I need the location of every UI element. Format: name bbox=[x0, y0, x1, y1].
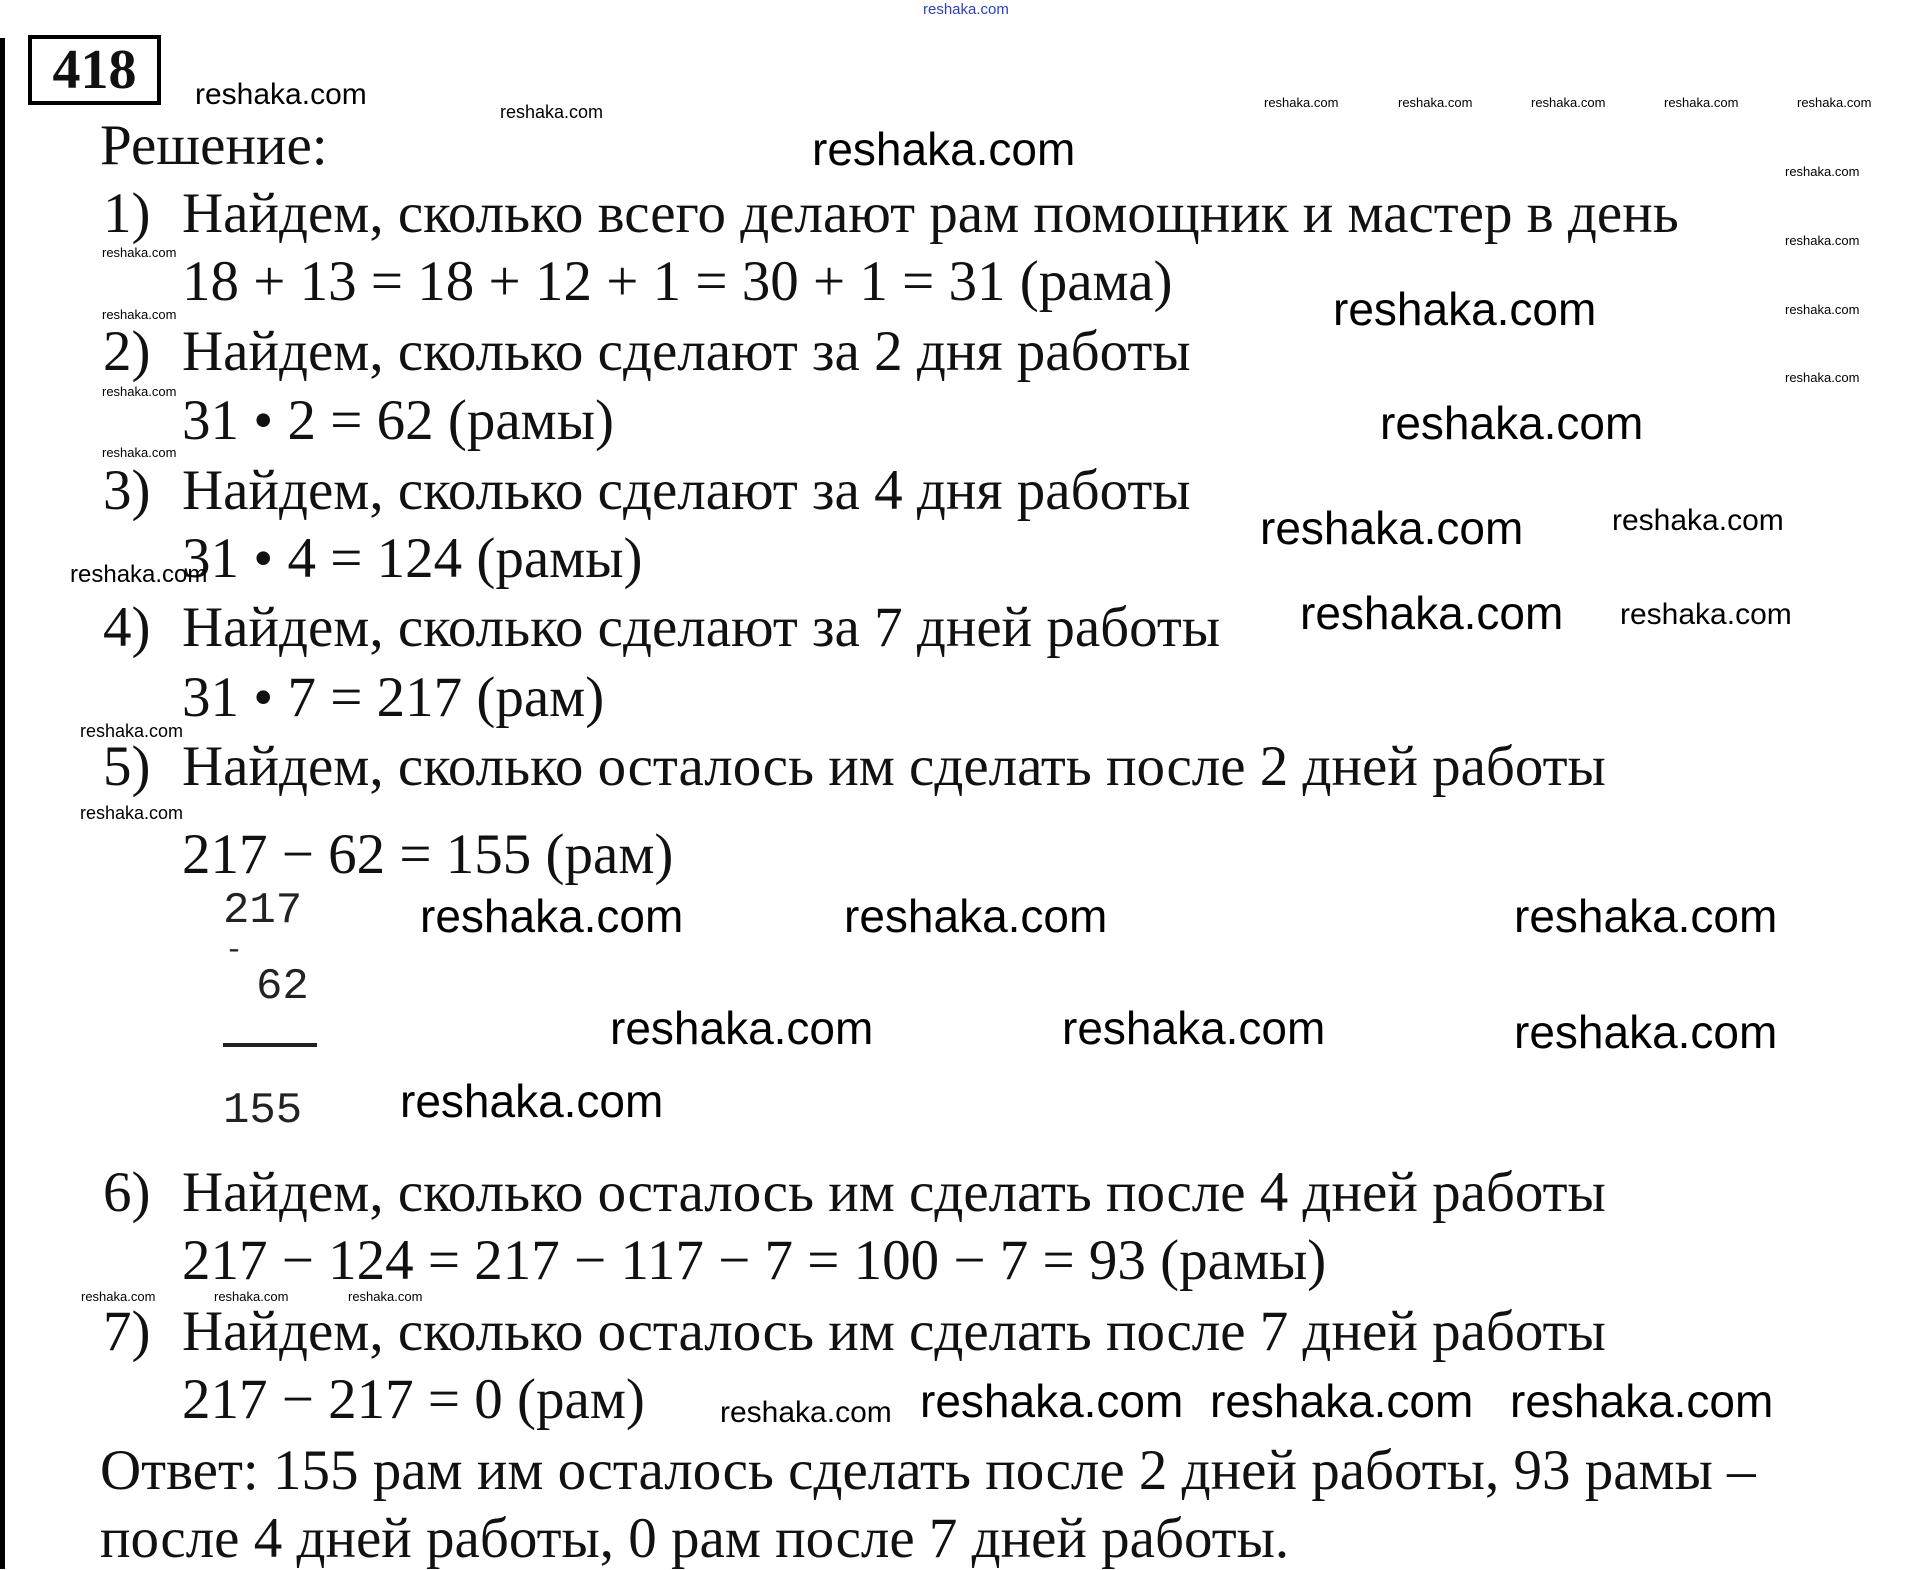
step-text: Найдем, сколько сделают за 7 дней работы bbox=[182, 596, 1221, 659]
step-number: 4) bbox=[103, 596, 151, 659]
column-subtrahend: 62 bbox=[256, 962, 309, 1012]
step-number: 1) bbox=[103, 182, 151, 245]
watermark: reshaka.com bbox=[81, 1289, 156, 1304]
answer-line-1: Ответ: 155 рам им осталось сделать после 2 дней работы, 93 рамы – bbox=[100, 1439, 1756, 1502]
column-minuend: 217 bbox=[223, 886, 303, 936]
watermark: reshaka.com bbox=[102, 245, 177, 260]
step-text: Найдем, сколько осталось им сделать после 2 дней работы bbox=[182, 735, 1606, 798]
step-text: Найдем, сколько осталось им сделать после 4 дней работы bbox=[182, 1161, 1606, 1224]
watermark: reshaka.com bbox=[1785, 164, 1860, 179]
watermark: reshaka.com bbox=[400, 1075, 664, 1127]
solution-heading: Решение: bbox=[100, 114, 328, 177]
watermark: reshaka.com bbox=[102, 445, 177, 460]
watermark: reshaka.com bbox=[720, 1396, 892, 1429]
step-calc: 18 + 13 = 18 + 12 + 1 = 30 + 1 = 31 (рама) bbox=[182, 250, 1173, 313]
watermark: reshaka.com bbox=[1785, 370, 1860, 385]
top-site-watermark: reshaka.com bbox=[923, 1, 1009, 18]
watermark: reshaka.com bbox=[1260, 502, 1524, 554]
watermark: reshaka.com bbox=[812, 123, 1076, 175]
watermark: reshaka.com bbox=[1785, 233, 1860, 248]
watermark: reshaka.com bbox=[1785, 302, 1860, 317]
step-calc: 31 • 4 = 124 (рамы) bbox=[182, 527, 643, 590]
watermark: reshaka.com bbox=[195, 78, 367, 111]
watermark: reshaka.com bbox=[1620, 598, 1792, 631]
step-calc: 31 • 2 = 62 (рамы) bbox=[182, 389, 614, 452]
step-number: 5) bbox=[103, 735, 151, 798]
step-number: 3) bbox=[103, 459, 151, 522]
column-result: 155 bbox=[223, 1086, 303, 1136]
watermark: reshaka.com bbox=[500, 102, 604, 122]
watermark: reshaka.com bbox=[102, 384, 177, 399]
watermark: reshaka.com bbox=[1398, 95, 1473, 110]
watermark: reshaka.com bbox=[80, 803, 184, 823]
step-calc: 31 • 7 = 217 (рам) bbox=[182, 666, 605, 729]
step-text: Найдем, сколько сделают за 2 дня работы bbox=[182, 320, 1191, 383]
step-number: 7) bbox=[103, 1300, 151, 1363]
watermark: reshaka.com bbox=[844, 890, 1108, 942]
watermark: reshaka.com bbox=[348, 1289, 423, 1304]
step-number: 2) bbox=[103, 320, 151, 383]
watermark: reshaka.com bbox=[1514, 1006, 1778, 1058]
watermark: reshaka.com bbox=[1510, 1375, 1774, 1427]
step-text: Найдем, сколько всего делают рам помощник и мастер в день bbox=[182, 182, 1679, 245]
watermark: reshaka.com bbox=[1514, 890, 1778, 942]
problem-number-box: 418 bbox=[28, 35, 161, 105]
step-text: Найдем, сколько сделают за 4 дня работы bbox=[182, 459, 1191, 522]
watermark: reshaka.com bbox=[1531, 95, 1606, 110]
watermark: reshaka.com bbox=[920, 1375, 1184, 1427]
watermark: reshaka.com bbox=[1797, 95, 1872, 110]
step-number: 6) bbox=[103, 1161, 151, 1224]
step-calc: 217 − 62 = 155 (рам) bbox=[182, 823, 674, 886]
step-calc: 217 − 217 = 0 (рам) bbox=[182, 1368, 645, 1431]
watermark: reshaka.com bbox=[1210, 1375, 1474, 1427]
step-text: Найдем, сколько осталось им сделать после 7 дней работы bbox=[182, 1300, 1606, 1363]
column-result-line bbox=[223, 1043, 317, 1047]
answer-line-2: после 4 дней работы, 0 рам после 7 дней работы. bbox=[100, 1507, 1290, 1570]
step-calc: 217 − 124 = 217 − 117 − 7 = 100 − 7 = 93 (рамы) bbox=[182, 1229, 1327, 1292]
watermark: reshaka.com bbox=[1664, 95, 1739, 110]
left-border-line bbox=[0, 38, 5, 1569]
watermark: reshaka.com bbox=[1264, 95, 1339, 110]
column-operator: - bbox=[225, 934, 244, 968]
watermark: reshaka.com bbox=[420, 890, 684, 942]
watermark: reshaka.com bbox=[1380, 397, 1644, 449]
watermark: reshaka.com bbox=[610, 1002, 874, 1054]
watermark: reshaka.com bbox=[1300, 587, 1564, 639]
watermark: reshaka.com bbox=[1333, 283, 1597, 335]
watermark: reshaka.com bbox=[102, 307, 177, 322]
watermark: reshaka.com bbox=[80, 721, 184, 741]
watermark: reshaka.com bbox=[1062, 1002, 1326, 1054]
watermark: reshaka.com bbox=[214, 1289, 289, 1304]
watermark: reshaka.com bbox=[1612, 504, 1784, 537]
watermark: reshaka.com bbox=[70, 561, 208, 588]
